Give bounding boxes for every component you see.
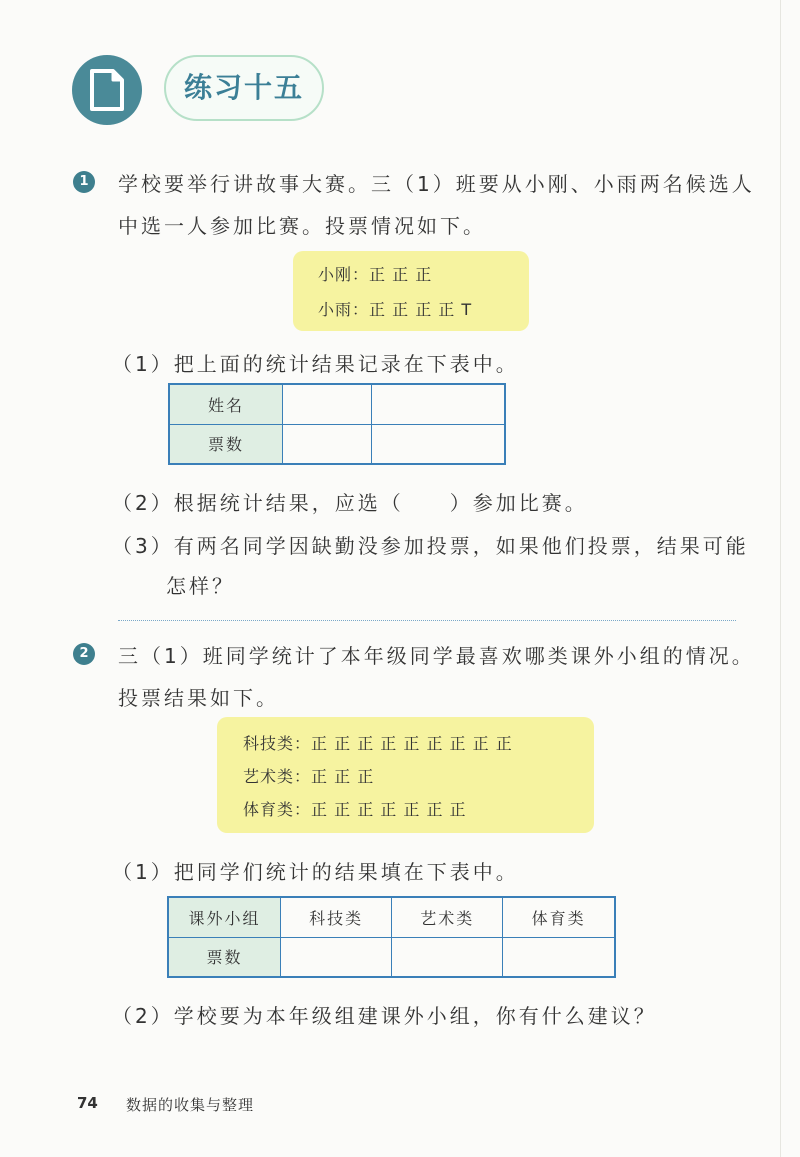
question-2-badge: 2	[73, 643, 95, 665]
q1-tally-row-xiaoyu	[318, 297, 472, 320]
q1-sub2: （2）根据统计结果，应选（ ）参加比赛。	[112, 491, 588, 515]
q1-text-line2: 中选一人参加比赛。投票情况如下。	[118, 214, 486, 238]
tally-label: 小刚：	[318, 265, 370, 284]
q2-table-header-sports: 体育类	[503, 897, 615, 937]
q2-table-header-art: 艺术类	[392, 897, 503, 937]
tally-label: 科技类：	[243, 734, 312, 753]
q1-table-cell[interactable]	[372, 384, 506, 424]
q2-table-row-votes: 票数	[168, 937, 281, 977]
page-edge-line	[780, 0, 781, 1157]
q1-sub3-line1: （3）有两名同学因缺勤没参加投票，如果他们投票，结果可能	[112, 534, 749, 558]
q2-sub2: （2）学校要为本年级组建课外小组，你有什么建议？	[112, 1004, 657, 1028]
tally-marks: 正 正 正	[369, 265, 433, 284]
q2-text-line2: 投票结果如下。	[118, 686, 279, 710]
q1-table-cell[interactable]	[372, 424, 506, 464]
q2-table	[167, 896, 616, 978]
tally-marks: 正 正 正	[311, 767, 375, 786]
q2-tally-row-science	[243, 731, 513, 754]
tally-marks: 正 正 正 正 T	[369, 300, 473, 319]
tally-label: 体育类：	[243, 800, 312, 819]
q1-table-header-votes: 票数	[169, 424, 283, 464]
document-icon	[72, 55, 142, 125]
q2-table-header-group: 课外小组	[168, 897, 281, 937]
q2-tally-row-art	[243, 764, 374, 787]
q2-text-line1: 三（1）班同学统计了本年级同学最喜欢哪类课外小组的情况。	[118, 644, 755, 668]
section-divider	[118, 620, 736, 621]
question-1-badge: 1	[73, 171, 95, 193]
q1-text-line1: 学校要举行讲故事大赛。三（1）班要从小刚、小雨两名候选人	[118, 172, 755, 196]
q2-tally-row-sports	[243, 797, 467, 820]
q1-table-cell[interactable]	[283, 424, 372, 464]
q1-table-cell[interactable]	[283, 384, 372, 424]
tally-label: 小雨：	[318, 300, 370, 319]
footer-section-title: 数据的收集与整理	[126, 1096, 255, 1114]
q1-tally-row-xiaogang	[318, 262, 432, 285]
page-title: 练习十五	[183, 71, 304, 104]
q2-sub1: （1）把同学们统计的结果填在下表中。	[112, 860, 519, 884]
q1-sub3-line2: 怎样？	[166, 574, 235, 598]
page-number: 74	[77, 1094, 98, 1112]
q2-table-cell[interactable]	[392, 937, 503, 977]
q2-table-cell[interactable]	[503, 937, 615, 977]
q2-table-cell[interactable]	[281, 937, 392, 977]
q2-table-header-science: 科技类	[281, 897, 392, 937]
tally-marks: 正 正 正 正 正 正 正	[311, 800, 467, 819]
q1-sub1: （1）把上面的统计结果记录在下表中。	[112, 352, 519, 376]
q1-table-header-name: 姓名	[169, 384, 283, 424]
tally-label: 艺术类：	[243, 767, 312, 786]
q1-table	[168, 383, 506, 465]
tally-marks: 正 正 正 正 正 正 正 正 正	[311, 734, 513, 753]
